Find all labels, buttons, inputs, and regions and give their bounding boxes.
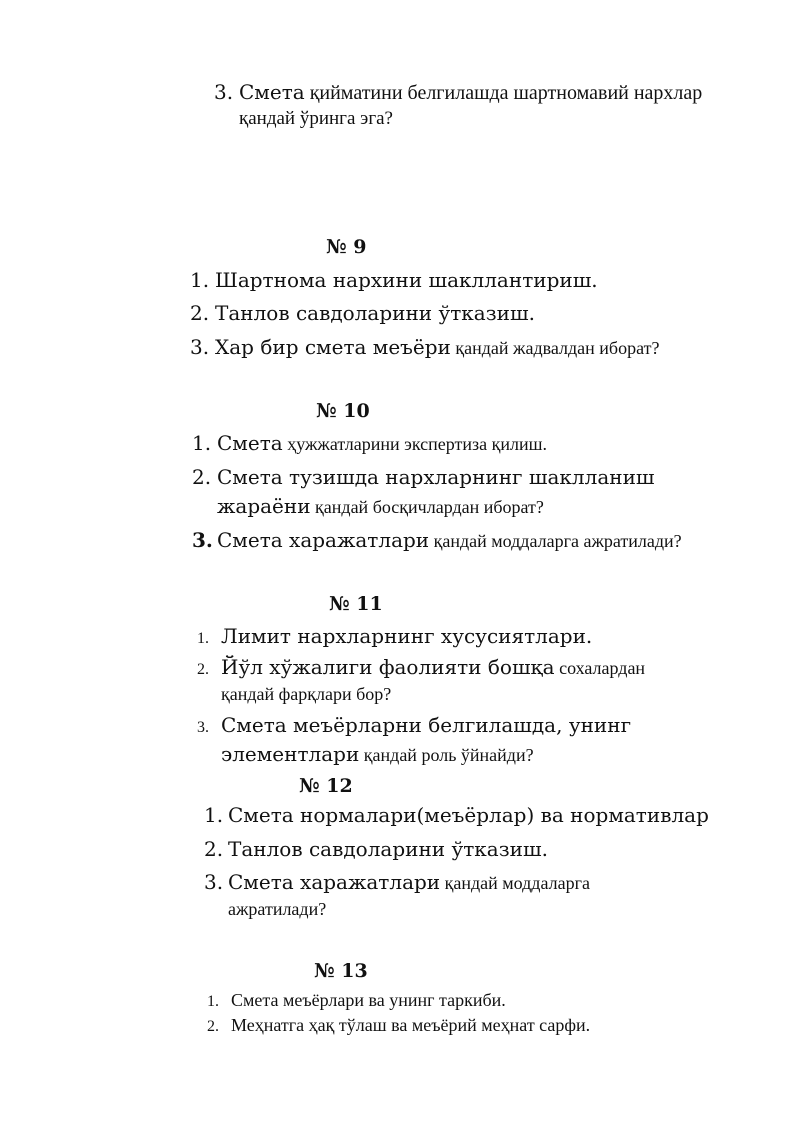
item-main-text: Шартнома нархини шакллантириш. [215, 268, 598, 292]
item-number: 3. [214, 80, 234, 104]
item-number: 3. [204, 870, 224, 894]
item-continuation [221, 742, 534, 767]
item-rest-text: қандай жадвалдан иборат? [450, 338, 660, 358]
list-item [192, 431, 547, 456]
item-number: 2. [190, 301, 210, 325]
list-item [197, 624, 592, 649]
item-rest-text: Меҳнатга ҳақ тўлаш ва меъёрий меҳнат сарфи. [231, 1015, 591, 1035]
item-number: 1. [207, 993, 219, 1010]
item-main-text: Смета меъёрларни белгилашда, унинг [221, 713, 632, 737]
item-number: 1. [204, 803, 224, 827]
item-main-text: элементлари [221, 742, 360, 766]
item-number: 3. [192, 528, 213, 552]
item-rest-text: сохалардан [554, 658, 646, 678]
item-main-text: Смета нормалари(меъёрлар) ва нормативлар [228, 803, 709, 827]
list-item [207, 990, 506, 1011]
list-item [204, 837, 548, 862]
item-rest-text: ҳужжатларини экспертиза қилиш. [282, 434, 547, 454]
item-main-text: Смета [217, 431, 283, 455]
item-main-text: Лимит нархларнинг хусусиятлари. [221, 624, 593, 648]
item-main-text: Смета харажатлари [217, 528, 430, 552]
item-rest-text: қандай роль ўйнайди? [359, 745, 534, 765]
item-main-text: жараёни [217, 494, 311, 518]
section-heading: № 13 [314, 960, 368, 982]
section-heading: № 12 [299, 775, 353, 797]
item-rest-text: қандай босқичлардан иборат? [310, 497, 544, 517]
section-heading: № 9 [326, 236, 367, 258]
item-continuation: қандай ўринга эга? [239, 108, 393, 129]
item-main-text: Смета тузишда нархларнинг шаклланиш [217, 465, 655, 489]
item-number: 1. [192, 431, 212, 455]
item-number: 1. [197, 630, 209, 647]
item-main-text: Йўл хўжалиги фаолияти бошқа [221, 655, 555, 679]
list-item [204, 803, 709, 828]
item-main-text: Танлов савдоларини ўтказиш. [228, 837, 548, 861]
item-rest-text: қандай моддаларга [440, 873, 590, 893]
item-number: 2. [197, 661, 209, 678]
item-rest-text: қийматини белгилашда шартномавий нархлар [304, 82, 703, 104]
list-item [197, 655, 645, 680]
list-item [190, 268, 598, 293]
item-number: 2. [192, 465, 212, 489]
item-main-text: Хар бир смета меъёри [215, 335, 451, 359]
list-item [190, 335, 659, 360]
section-heading: № 10 [316, 400, 370, 422]
item-continuation [217, 494, 544, 519]
item-main-text: Танлов савдоларини ўтказиш. [215, 301, 535, 325]
item-rest-text: Смета меъёрлари ва унинг таркиби. [231, 990, 506, 1010]
item-continuation: ажратилади? [228, 899, 327, 919]
item-main-text: Смета харажатлари [228, 870, 441, 894]
item-number: 2. [204, 837, 224, 861]
section-heading: № 11 [329, 593, 383, 615]
list-item [204, 870, 590, 895]
item-number: 3. [197, 719, 209, 736]
list-item [190, 301, 535, 326]
list-item [207, 1015, 590, 1036]
item-number: 3. [190, 335, 210, 359]
item-continuation: қандай фарқлари бор? [221, 684, 392, 704]
list-item [192, 465, 655, 490]
item-number: 1. [190, 268, 210, 292]
list-item [192, 528, 682, 553]
list-item [197, 713, 631, 738]
item-number: 2. [207, 1018, 219, 1035]
item-rest-text: қандай моддаларга ажратилади? [429, 531, 682, 551]
list-item [214, 80, 702, 105]
item-main-text: Смета [239, 80, 305, 104]
